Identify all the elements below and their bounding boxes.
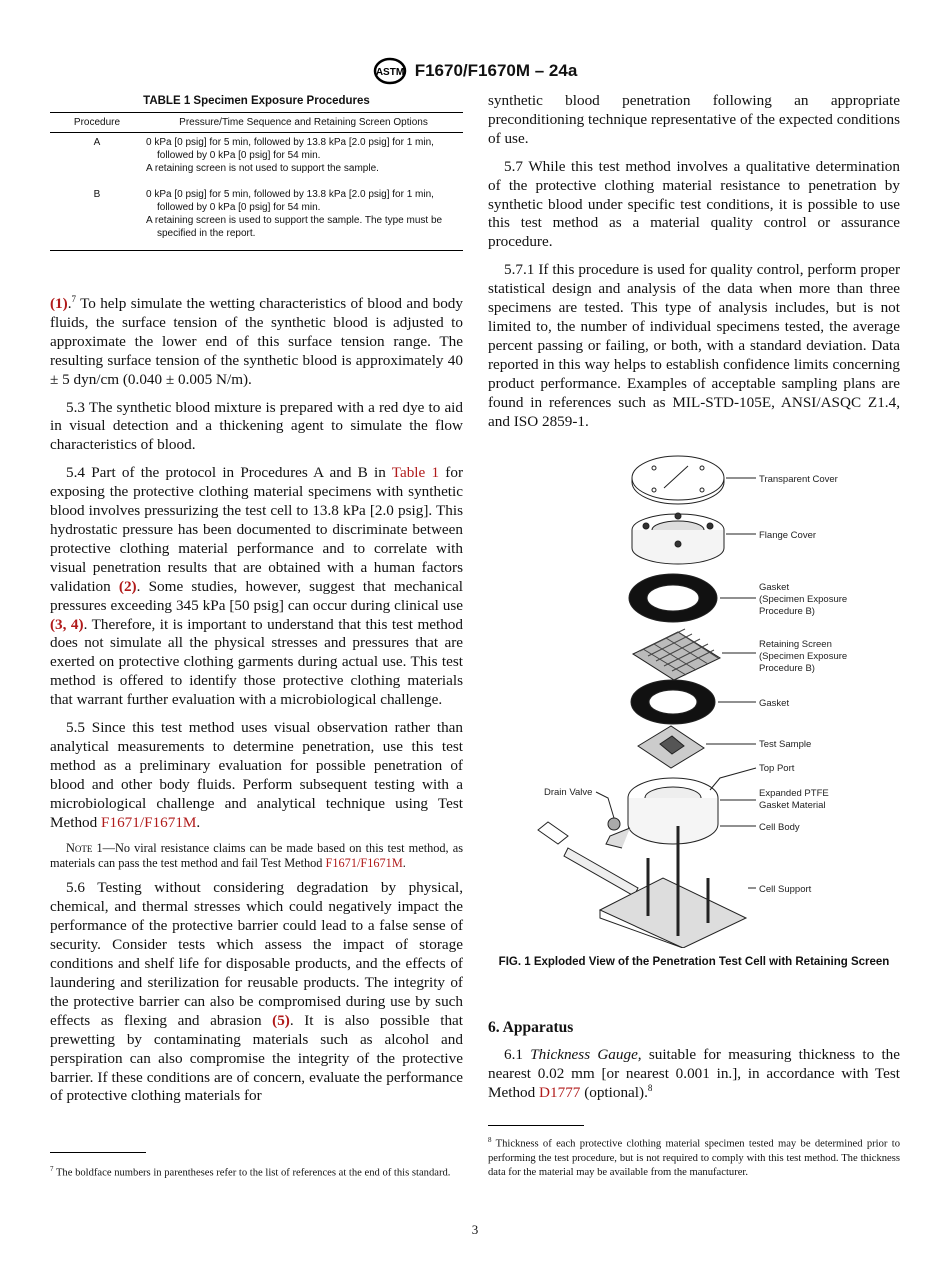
reference-link-3-4[interactable]: (3, 4) (50, 615, 84, 633)
page-header (0, 57, 950, 85)
paragraph-5-4 (50, 464, 463, 710)
paragraph-text: (optional). (580, 1083, 648, 1101)
paragraph-text: suitable for measuring thickness to the nearest 0.02 mm [or nearest 0.001 in.], in accordance with Test Method (488, 1046, 901, 1101)
label-test-sample: Test Sample (759, 739, 812, 750)
paragraph-text: 5.4 Part of the protocol in Procedures A and B in (66, 464, 392, 482)
sequence-text: 0 kPa [0 psig] for 5 min, followed by 13.8 kPa [2.0 psig] for 1 min, followed by 0 kPa [0 psig] for 54 min. (146, 137, 434, 161)
term-thickness-gauge: Thickness Gauge, (530, 1046, 642, 1063)
figure-caption: FIG. 1 Exploded View of the Penetration Test Cell with Retaining Screen (498, 956, 890, 968)
footnote-text: The boldface numbers in parentheses refer to the list of references at the end of this standard. (53, 1167, 451, 1179)
right-column (488, 92, 900, 440)
label-flange-cover: Flange Cover (759, 530, 817, 541)
paragraph-text: To help simulate the wetting characteristics of blood and body fluids, the surface tension of the synthetic blood is adjusted to approximate the lower end of this surface tension range. The resulting surface tension of the synthetic blood is approximately 40 ± 5 dyn/cm (0.040 ± 0.005 N/m). (50, 295, 463, 388)
specimen-exposure-table (50, 112, 463, 251)
f1671-link[interactable]: F1671/F1671M (101, 813, 197, 831)
footnote-rule (488, 1125, 584, 1126)
section-heading: 6. Apparatus (488, 1019, 574, 1036)
label-transparent-cover: Transparent Cover (759, 474, 838, 485)
document-code: F1670/F1670M – 24a (414, 61, 578, 80)
exploded-view-figure (488, 448, 900, 948)
reference-link-2[interactable]: (2) (118, 577, 137, 595)
footnote-marker-8: 8 (647, 1082, 653, 1093)
label-retaining-screen: (Specimen Exposure (759, 651, 848, 662)
footnote-number: 7 (50, 1165, 54, 1173)
paragraph-continuation: synthetic blood penetration following an appropriate preconditioning technique representative of the expected conditions of use. (488, 92, 900, 147)
sequence-cell (144, 133, 463, 186)
footnote-8 (488, 1133, 900, 1180)
section-6 (488, 1019, 900, 1112)
screen-text: A retaining screen is not used to support the sample. (146, 163, 379, 174)
note-end: . (402, 856, 406, 871)
table-header-procedure: Procedure (50, 113, 144, 133)
table-title: TABLE 1 Specimen Exposure Procedures (143, 95, 370, 107)
label-retaining-screen: Retaining Screen (759, 639, 832, 650)
label-cell-support: Cell Support (759, 884, 812, 895)
sequence-cell (144, 185, 463, 251)
label-gasket-b: Gasket (759, 582, 790, 593)
label-top-port: Top Port (759, 763, 795, 774)
footnote-marker-7: 7 (71, 293, 77, 304)
paragraph-text: . (196, 813, 201, 831)
table-row (50, 133, 463, 186)
penetration-test-cell-diagram (488, 448, 900, 948)
label-gasket-b: Procedure B) (759, 606, 815, 617)
label-retaining-screen: Procedure B) (759, 663, 815, 674)
label-gasket-b: (Specimen Exposure (759, 594, 848, 605)
reference-link-5[interactable]: (5) (272, 1011, 290, 1029)
paragraph-5-7-1: 5.7.1 If this procedure is used for quality control, perform proper statistical design and analysis of the data when more than three specimens are tested. This type of analysis includes, but is not limited to, the number of individual specimens tested, the average percent passing or failing, or both, with a standard deviation. Data reported in this way helps to establish confidence limits concerning product performance. Examples of acceptable sampling plans are found in references such as MIL-STD-105E, ANSI/ASQC Z1.4, and ISO 2859-1. (488, 261, 900, 430)
paragraph-5-7: 5.7 While this test method involves a qualitative determination of the protective clothing material resistance to penetration by synthetic blood under specific test conditions, it is possible to use this test method as a material quality control or assurance procedure. (488, 157, 900, 251)
reference-link-1[interactable]: (1) (50, 295, 68, 312)
paragraph-text: . Therefore, it is important to understand that this test method does not simulate all the physical stresses and pressures that are exerted on protective clothing garments during actual use. This test method is offered to identify those protective clothing materials that warrant further evaluation with a microbiological challenge. (50, 615, 463, 709)
screen-text: A retaining screen is used to support the sample. The type must be specified in the report. (146, 215, 443, 239)
astm-logo-icon (373, 57, 407, 85)
f1671-link[interactable]: F1671/F1671M (325, 856, 403, 871)
procedure-cell: A (93, 137, 101, 148)
footnote-rule (50, 1152, 146, 1153)
paragraph-number: 6.1 (504, 1046, 531, 1063)
note-text: —No viral resistance claims can be made based on this test method, as materials can pass the test method and fail Test Method (50, 841, 463, 871)
note-1 (50, 841, 463, 871)
paragraph-5-3: 5.3 The synthetic blood mixture is prepared with a red dye to aid in visual detection and a thickening agent to simulate the flow characteristics of blood. (50, 398, 463, 454)
paragraph-text: 5.6 Testing without considering degradation by physical, chemical, and thermal stresses which could negatively impact the performance of the protective barrier could lead to a false sense of security. Consider tests which assess the impact of storage conditions and shelf life for disposable products, and the effects of laundering and sterilization for reusable products. The integrity of the protective barrier can also be compromised during use by such effects as flexing and abrasion (50, 879, 463, 1029)
table-header-sequence: Pressure/Time Sequence and Retaining Screen Options (144, 113, 463, 133)
paragraph-text: for exposing the protective clothing material specimens with synthetic blood involves pressurizing the test cell to 13.8 kPa [2.0 psig]. This hydrostatic pressure has been documented to discriminate between protective clothing material performance and to correlate with visual penetration results that are obtained with a human factors validation (50, 464, 463, 595)
label-ptfe: Expanded PTFE (759, 788, 829, 799)
page-number: 3 (471, 1222, 479, 1237)
footnote-number: 8 (488, 1136, 492, 1144)
procedure-cell: B (50, 185, 144, 251)
paragraph-5-5 (50, 719, 463, 832)
paragraph-5-6 (50, 879, 463, 1106)
footnote-7 (50, 1162, 463, 1181)
d1777-link[interactable]: D1777 (539, 1083, 581, 1101)
footnote-text: Thickness of each protective clothing material specimen tested may be determined prior to performing the test procedure, but is not required to comply with this test method. The thickness data for the material may be available from the manufacturer. (488, 1138, 900, 1178)
label-gasket: Gasket (759, 698, 790, 709)
paragraph-6-1 (488, 1046, 900, 1103)
paragraph-text: . Some studies, however, suggest that mechanical pressures exceeding 345 kPa [50 psig] can occur during clinical use (50, 577, 463, 614)
paragraph-continuation: (1).$^7$ To help simulate the wetting characteristics of blood and body fluids, the surface tension of the synthetic blood is adjusted to approximate the lower end of this surface tension range. The resulting surface tension of the synthetic blood is approximately 40 ± 5 dyn/cm (0.040 ± 0.005 N/m). (50, 293, 463, 388)
label-ptfe: Gasket Material (759, 800, 826, 811)
svg-text:ASTM: ASTM (375, 67, 404, 78)
left-column (50, 92, 463, 1115)
sequence-text: 0 kPa [0 psig] for 5 min, followed by 13.8 kPa [2.0 psig] for 1 min, followed by 0 kPa [0 psig] for 54 min. (146, 189, 434, 213)
paragraph-text: . It is also possible that prewetting by contaminating materials such as alcohol and perspiration can also compromise the integrity of the protective barrier. If these conditions are of concern, evaluate the performance of protective clothing materials for (50, 1011, 463, 1105)
table-1-link[interactable]: Table 1 (391, 464, 440, 482)
table-row (50, 185, 463, 251)
label-cell-body: Cell Body (759, 822, 800, 833)
paragraph-text: 5.5 Since this test method uses visual observation rather than analytical measurements to determine penetration, use this test method as a preliminary evaluation for possible penetration of blood and other body fluids. Perform subsequent testing with a microbiological challenge and analytical technique using Test Method (50, 719, 463, 831)
note-label: Note 1 (66, 841, 103, 856)
label-drain-valve: Drain Valve (544, 787, 593, 798)
